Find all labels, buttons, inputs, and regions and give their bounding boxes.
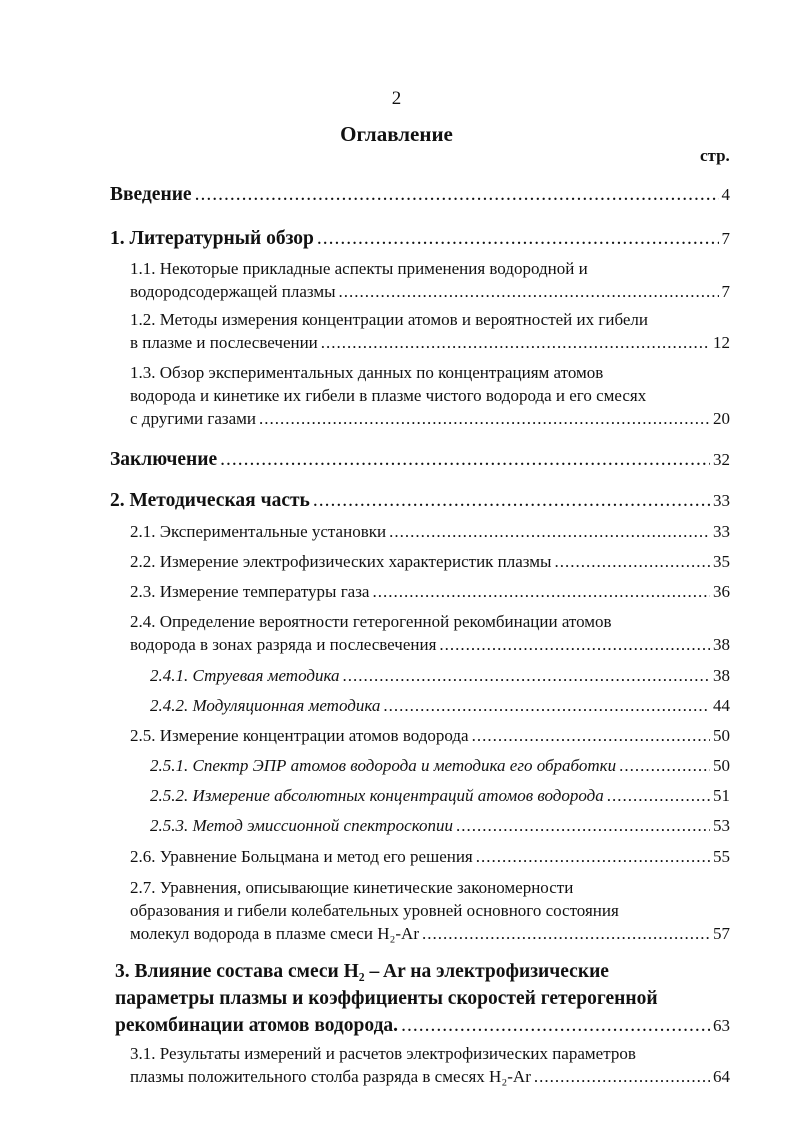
leader-dots <box>321 331 710 354</box>
toc-entry-introduction[interactable] <box>110 183 730 206</box>
entry-title-line: водородсодержащей плазмы <box>130 282 336 301</box>
entry-title: Введение <box>110 184 192 205</box>
toc-entry-2-4-2[interactable] <box>150 694 730 717</box>
entry-page: 20 <box>713 409 730 428</box>
toc-entry-2-4[interactable] <box>130 610 730 656</box>
entry-title: 2.3. Измерение температуры газа <box>130 582 370 601</box>
toc-entry-1-3[interactable] <box>130 361 730 430</box>
leader-dots <box>317 227 719 250</box>
entry-page: 64 <box>713 1067 730 1086</box>
entry-title-line: 1.3. Обзор экспериментальных данных по концентрациям атомов <box>130 363 604 382</box>
toc-entry-chapter-3[interactable] <box>115 958 730 1039</box>
toc-entry-chapter-1[interactable] <box>110 227 730 250</box>
entry-title-line: плазмы положительного столба разряда в смесях H₂-Ar <box>130 1067 531 1086</box>
leader-dots <box>607 784 710 807</box>
toc-entry-2-6[interactable] <box>130 845 730 868</box>
entry-title-line: в плазме и послесвечении <box>130 333 318 352</box>
toc-entry-2-5[interactable] <box>130 724 730 747</box>
entry-page: 7 <box>721 282 730 301</box>
entry-page: 51 <box>713 786 730 805</box>
entry-title-line: 3. Влияние состава смеси H₂ – Ar на электрофизические <box>115 961 609 982</box>
leader-dots <box>439 633 710 656</box>
entry-title: 2. Методическая часть <box>110 490 310 511</box>
entry-title: 2.5.1. Спектр ЭПР атомов водорода и методика его обработки <box>150 756 617 775</box>
entry-title: 1. Литературный обзор <box>110 228 314 249</box>
entry-title-line: с другими газами <box>130 409 257 428</box>
entry-title: 2.4.1. Струевая методика <box>150 666 340 685</box>
toc-entry-1-1[interactable] <box>130 257 730 303</box>
entry-page: 50 <box>713 726 730 745</box>
leader-dots <box>619 754 710 777</box>
entry-page: 57 <box>713 924 730 943</box>
toc-entry-2-2[interactable] <box>130 550 730 573</box>
entry-title-line: 3.1. Результаты измерений и расчетов электрофизических параметров <box>130 1044 636 1063</box>
entry-title: 2.6. Уравнение Больцмана и метод его решения <box>130 847 473 866</box>
entry-title: Заключение <box>110 449 218 470</box>
toc-title: Оглавление <box>340 122 453 146</box>
leader-dots <box>259 407 710 430</box>
entry-title-line: 2.4. Определение вероятности гетерогенной рекомбинации атомов <box>130 612 612 631</box>
leader-dots <box>313 489 710 512</box>
leader-dots <box>401 1012 710 1039</box>
entry-page: 38 <box>713 666 730 685</box>
entry-title-line: 2.7. Уравнения, описывающие кинетические закономерности <box>130 878 574 897</box>
leader-dots <box>389 520 710 543</box>
toc-entry-2-5-1[interactable] <box>150 754 730 777</box>
entry-title-line: 1.2. Методы измерения концентрации атомов и вероятностей их гибели <box>130 310 648 329</box>
toc-entry-2-7[interactable] <box>130 876 730 945</box>
entry-page: 35 <box>713 552 730 571</box>
entry-page: 63 <box>713 1016 730 1035</box>
toc-entry-1-2[interactable] <box>130 308 730 354</box>
leader-dots <box>422 922 710 945</box>
leader-dots <box>554 550 710 573</box>
toc-entry-2-1[interactable] <box>130 520 730 543</box>
entry-title-line: водорода и кинетике их гибели в плазме чистого водорода и его смесях <box>130 386 647 405</box>
entry-page: 4 <box>721 185 730 204</box>
entry-title-line: водорода в зонах разряда и послесвечения <box>130 635 437 654</box>
entry-page: 55 <box>713 847 730 866</box>
entry-title-line: 1.1. Некоторые прикладные аспекты применения водородной и <box>130 259 588 278</box>
entry-title: 2.4.2. Модуляционная методика <box>150 696 381 715</box>
leader-dots <box>220 448 710 471</box>
toc-entry-2-3[interactable] <box>130 580 730 603</box>
toc-entry-2-4-1[interactable] <box>150 664 730 687</box>
entry-page: 36 <box>713 582 730 601</box>
toc-entry-2-5-3[interactable] <box>150 814 730 837</box>
entry-page: 7 <box>721 229 730 248</box>
entry-page: 38 <box>713 635 730 654</box>
page-column-label: стр. <box>700 146 730 165</box>
entry-title-line: молекул водорода в плазме смеси H₂-Ar <box>130 924 419 943</box>
entry-page: 50 <box>713 756 730 775</box>
entry-title: 2.5.3. Метод эмиссионной спектроскопии <box>150 816 453 835</box>
entry-page: 32 <box>713 450 730 469</box>
toc-entry-2-5-2[interactable] <box>150 784 730 807</box>
toc-entry-3-1[interactable] <box>130 1042 730 1088</box>
entry-page: 53 <box>713 816 730 835</box>
entry-title: 2.5. Измерение концентрации атомов водорода <box>130 726 469 745</box>
entry-title-line: рекомбинации атомов водорода. <box>115 1015 399 1036</box>
entry-title: 2.2. Измерение электрофизических характеристик плазмы <box>130 552 552 571</box>
entry-page: 33 <box>713 491 730 510</box>
toc-entry-chapter-2[interactable] <box>110 489 730 512</box>
page-number: 2 <box>391 88 402 109</box>
leader-dots <box>456 814 710 837</box>
leader-dots <box>534 1065 710 1088</box>
entry-title: 2.5.2. Измерение абсолютных концентраций атомов водорода <box>150 786 604 805</box>
toc-entry-conclusion[interactable] <box>110 448 730 471</box>
entry-page: 12 <box>713 333 730 352</box>
leader-dots <box>372 580 710 603</box>
leader-dots <box>195 183 719 206</box>
entry-page: 33 <box>713 522 730 541</box>
leader-dots <box>476 845 710 868</box>
entry-page: 44 <box>713 696 730 715</box>
leader-dots <box>339 280 719 303</box>
entry-title-line: параметры плазмы и коэффициенты скоростей гетерогенной <box>115 988 658 1009</box>
leader-dots <box>343 664 711 687</box>
entry-title-line: образования и гибели колебательных уровней основного состояния <box>130 901 619 920</box>
leader-dots <box>383 694 710 717</box>
entry-title: 2.1. Экспериментальные установки <box>130 522 387 541</box>
leader-dots <box>472 724 710 747</box>
